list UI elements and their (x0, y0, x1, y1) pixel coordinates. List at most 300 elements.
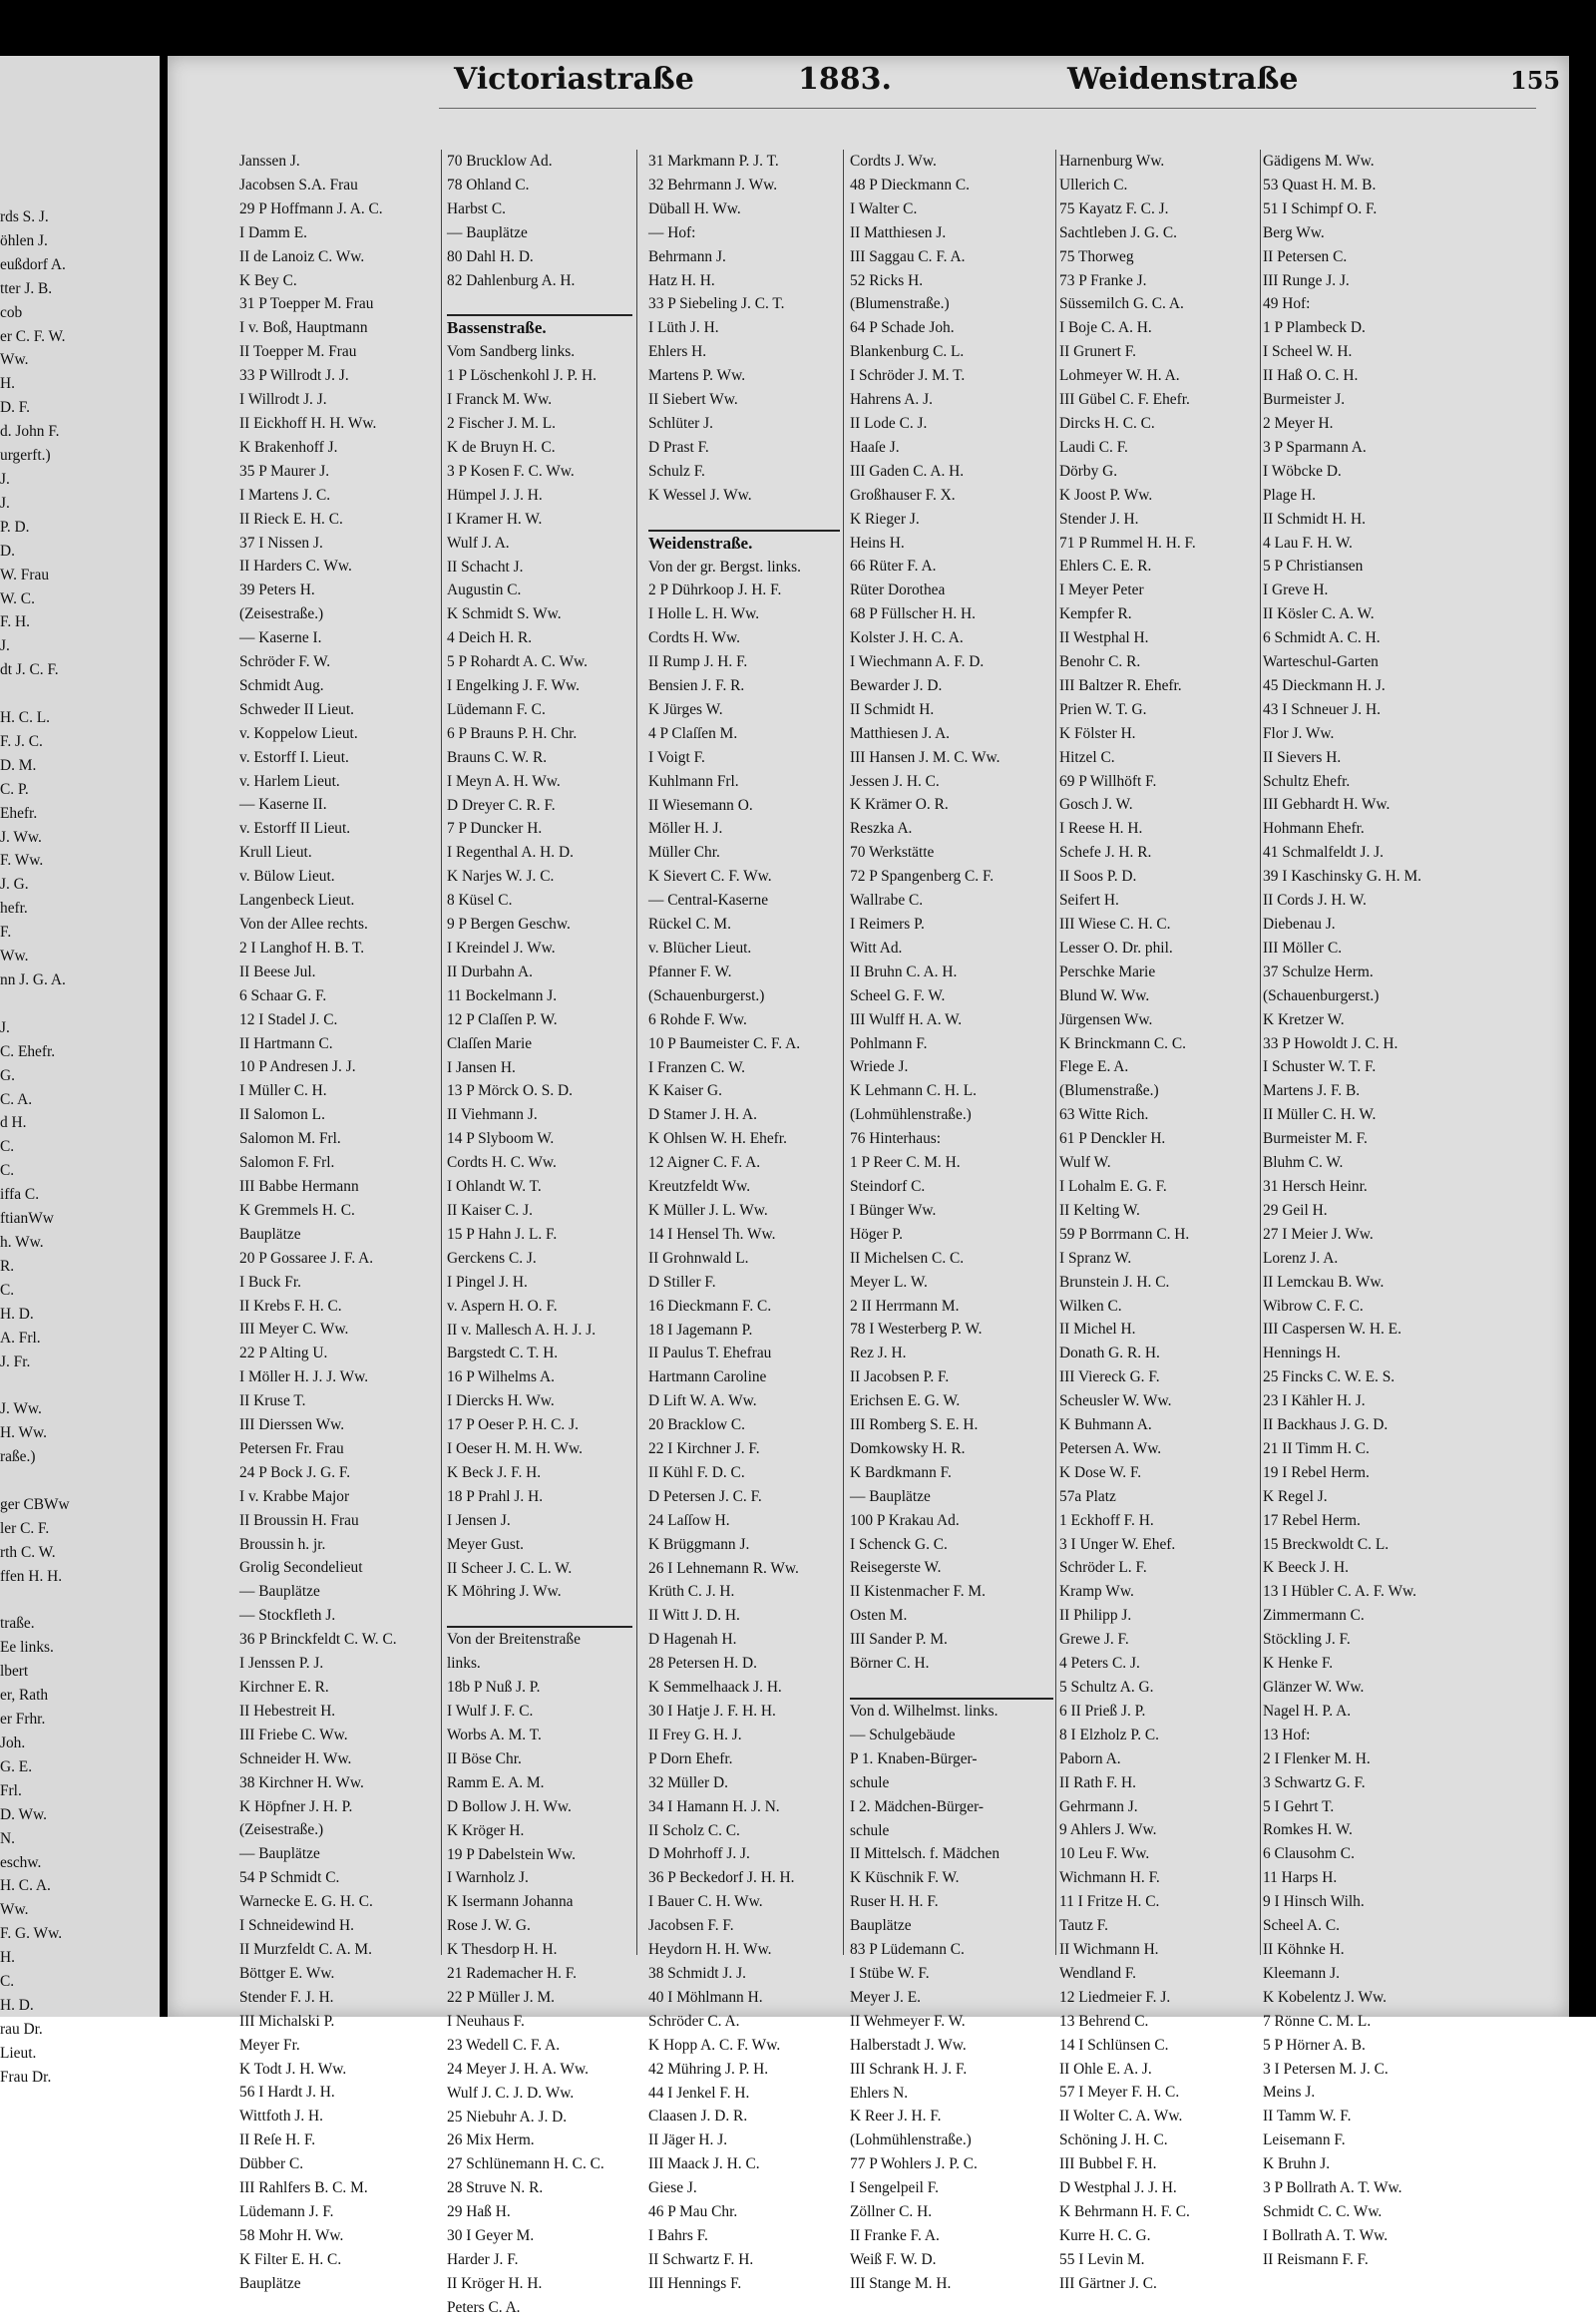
directory-entry: K Lehmann C. H. L. (850, 1082, 977, 1100)
directory-entry: 63 Witte Rich. (1059, 1106, 1149, 1124)
directory-entry: v. Bülow Lieut. (239, 868, 335, 886)
directory-entry: 25 Niebuhr A. J. D. (447, 2108, 568, 2126)
directory-entry: Börner C. H. (850, 1655, 930, 1673)
directory-entry: P 1. Knaben-Bürger- (850, 1749, 978, 1767)
directory-column-2 (447, 150, 632, 2320)
header-rule (439, 108, 1536, 109)
directory-entry: K Behrmann H. F. C. (1059, 2202, 1190, 2220)
directory-entry: K Dose W. F. (1059, 1463, 1142, 1481)
directory-entry: 39 I Kaschinsky G. H. M. (1263, 868, 1422, 886)
directory-entry: 18 I Jagemann P. (648, 1321, 753, 1339)
directory-entry: II Jäger H. J. (648, 2131, 728, 2149)
directory-entry: D Dreyer C. R. F. (447, 796, 556, 814)
directory-entry: Giese J. (648, 2179, 697, 2197)
directory-entry: Plage H. (1263, 486, 1317, 504)
directory-entry: — Central-Kaserne (648, 892, 769, 910)
directory-entry: I Bahrs F. (648, 2226, 708, 2244)
directory-entry: II Rath F. H. (1059, 1773, 1136, 1791)
directory-column-5 (1059, 150, 1257, 2296)
directory-entry: 35 P Maurer J. (239, 462, 330, 480)
directory-entry: 17 P Oeser P. H. C. J. (447, 1416, 579, 1434)
directory-entry: Claſſen Marie (447, 1034, 533, 1052)
previous-page-entry: H. (0, 375, 15, 393)
directory-entry: III Gaden C. A. H. (850, 462, 965, 480)
directory-entry: I Lüth J. H. (648, 319, 719, 337)
directory-entry: K Kobelentz J. Ww. (1263, 1988, 1387, 2006)
directory-entry: (Blumenstraße.) (850, 295, 950, 313)
previous-page-entry: H. C. L. (0, 709, 51, 727)
directory-entry: Perschke Marie (1059, 963, 1156, 980)
directory-entry: Bargstedt C. T. H. (447, 1345, 559, 1362)
directory-entry: K Rieger J. (850, 510, 920, 528)
previous-page-entry: öhlen J. (0, 231, 48, 249)
directory-entry: Flor J. Ww. (1263, 724, 1335, 742)
previous-page-entry: raße.) (0, 1448, 36, 1466)
directory-entry: 61 P Denckler H. (1059, 1130, 1166, 1148)
directory-entry: 34 I Hamann H. J. N. (648, 1797, 780, 1815)
directory-entry: Harnenburg Ww. (1059, 153, 1165, 170)
directory-entry: Tautz F. (1059, 1917, 1108, 1935)
directory-entry: Langenbeck Lieut. (239, 892, 355, 910)
directory-entry: II Müller C. H. W. (1263, 1106, 1377, 1124)
directory-entry: III Rahlfers B. C. M. (239, 2179, 368, 2197)
previous-page-entry: H. D. (0, 1305, 34, 1323)
directory-entry: II Kröger H. H. (447, 2274, 543, 2292)
directory-entry: Martens P. Ww. (648, 367, 746, 385)
directory-entry: Großhauser F. X. (850, 486, 956, 504)
directory-entry: II Schmidt H. H. (1263, 510, 1367, 528)
street-section-heading: Bassenstraße. (447, 318, 547, 338)
directory-entry: II Frey G. H. J. (648, 1726, 742, 1743)
directory-entry: K Todt J. H. Ww. (239, 2060, 347, 2078)
directory-entry: Worbs A. M. T. (447, 1727, 542, 1743)
directory-entry: Grewe J. F. (1059, 1631, 1129, 1649)
previous-page-entry: J. Fr. (0, 1353, 31, 1370)
directory-entry: I Bollrath A. T. Ww. (1263, 2226, 1389, 2244)
directory-entry: I Schenck G. C. (850, 1535, 948, 1553)
directory-entry: Hatz H. H. (648, 271, 715, 289)
directory-entry: II Grunert F. (1059, 343, 1136, 361)
directory-entry: 3 Schwartz G. F. (1263, 1773, 1366, 1791)
directory-entry: Scheel G. F. W. (850, 986, 946, 1004)
directory-entry: 15 Breckwoldt C. L. (1263, 1535, 1390, 1553)
directory-entry: I Ohlandt W. T. (447, 1178, 542, 1196)
directory-entry: I Damm E. (239, 223, 307, 241)
directory-entry: II Durbahn A. (447, 963, 533, 980)
directory-entry: K Kröger H. (447, 1821, 525, 1839)
previous-page-entry: rds S. J. (0, 208, 49, 225)
directory-entry: 6 Schmidt A. C. H. (1263, 629, 1381, 647)
directory-entry: Halberstadt J. Ww. (850, 2036, 967, 2054)
spacer-line (850, 1676, 1053, 1700)
directory-entry: Reszka A. (850, 820, 913, 838)
directory-entry: 31 Markmann P. J. T. (648, 153, 779, 170)
directory-entry: 16 P Wilhelms A. (447, 1368, 555, 1386)
directory-entry: 3 P Sparmann A. (1263, 438, 1367, 456)
directory-entry: 45 Dieckmann H. J. (1263, 676, 1386, 694)
directory-entry: 5 P Hörner A. B. (1263, 2036, 1366, 2054)
directory-entry: 5 P Christiansen (1263, 558, 1364, 576)
directory-entry: D Stamer J. H. A. (648, 1106, 758, 1124)
directory-entry: 3 P Kosen F. C. Ww. (447, 462, 575, 480)
directory-entry: 13 P Mörck O. S. D. (447, 1082, 573, 1100)
directory-entry: II Michel H. (1059, 1321, 1136, 1339)
directory-entry: 1 P Reer C. M. H. (850, 1154, 961, 1172)
directory-entry: Petersen A. Ww. (1059, 1439, 1162, 1457)
previous-page-entry: F. H. (0, 613, 30, 631)
previous-page-entry: C. A. (0, 1090, 33, 1108)
directory-entry: K Kaiser G. (648, 1082, 722, 1100)
previous-page-entry: tter J. B. (0, 279, 53, 297)
directory-entry: 17 Rebel Herm. (1263, 1511, 1361, 1529)
directory-entry: Bewarder J. D. (850, 676, 943, 694)
directory-entry: (Zeisestraße.) (239, 605, 324, 623)
directory-entry: 5 Schultz A. G. (1059, 1679, 1154, 1696)
directory-entry: I Meyer Peter (1059, 581, 1144, 599)
previous-page-entry: Frau Dr. (0, 2068, 52, 2086)
directory-entry: Scheusler W. Ww. (1059, 1392, 1172, 1410)
directory-entry: Warteschul-Garten (1263, 653, 1379, 671)
directory-entry: 13 Behrend C. (1059, 2012, 1149, 2030)
directory-entry: 19 P Dabelstein Ww. (447, 1845, 576, 1863)
directory-entry: Wichmann H. F. (1059, 1869, 1160, 1887)
directory-entry: K Buhmann A. (1059, 1416, 1152, 1434)
directory-entry: Lüdemann F. C. (447, 700, 546, 718)
previous-page-entry: iffa C. (0, 1186, 40, 1204)
directory-entry: II Wiesemann O. (648, 796, 753, 814)
previous-page-entry: Frl. (0, 1781, 22, 1799)
directory-entry: Diebenau J. (1263, 916, 1336, 933)
directory-entry: Wilken C. (1059, 1297, 1122, 1315)
previous-page-entry: F. Ww. (0, 852, 44, 870)
directory-entry: Rez J. H. (850, 1345, 907, 1362)
directory-entry: I Bünger Ww. (850, 1201, 937, 1219)
directory-entry: 12 Aigner C. F. A. (648, 1154, 761, 1172)
directory-entry: Claasen J. D. R. (648, 2108, 748, 2126)
directory-entry: 4 Deich H. R. (447, 629, 533, 647)
previous-page-entry: dt J. C. F. (0, 661, 59, 679)
directory-entry: 28 Petersen H. D. (648, 1655, 757, 1673)
directory-entry: K Kretzer W. (1263, 1010, 1345, 1028)
directory-entry: 13 Hof: (1263, 1726, 1311, 1743)
directory-entry: Witt Ad. (850, 939, 903, 957)
previous-page-entry: hefr. (0, 900, 28, 918)
directory-entry: 39 Peters H. (239, 581, 315, 599)
directory-entry: Osten M. (850, 1607, 908, 1625)
previous-page-entry: C. (0, 1281, 15, 1299)
directory-entry: II Witt J. D. H. (648, 1607, 740, 1625)
directory-entry: 36 P Brinckfeldt C. W. C. (239, 1631, 397, 1649)
directory-entry: II Backhaus J. G. D. (1263, 1416, 1389, 1434)
directory-entry: 64 P Schade Joh. (850, 319, 955, 337)
directory-entry: Burmeister J. (1263, 391, 1346, 409)
directory-entry: II Böse Chr. (447, 1749, 522, 1767)
directory-entry: 16 Dieckmann F. C. (648, 1297, 772, 1315)
directory-entry: II Grohnwald L. (648, 1249, 749, 1267)
directory-entry: I Jansen H. (447, 1058, 516, 1076)
directory-entry: 6 II Prieß J. P. (1059, 1702, 1146, 1720)
directory-entry: D Bollow J. H. Ww. (447, 1797, 572, 1815)
previous-page-entry: ftianWw (0, 1210, 54, 1228)
directory-entry: Bensien J. F. R. (648, 677, 745, 695)
directory-entry: Gehrmann J. (1059, 1797, 1138, 1815)
directory-entry: 12 Liedmeier F. J. (1059, 1988, 1171, 2006)
directory-entry: 3 P Bollrath A. T. Ww. (1263, 2179, 1402, 2197)
directory-entry: 71 P Rummel H. H. F. (1059, 534, 1196, 552)
directory-entry: 2 P Dührkoop J. H. F. (648, 581, 782, 599)
directory-entry: Flege E. A. (1059, 1058, 1129, 1076)
directory-entry: Matthiesen J. A. (850, 724, 951, 742)
directory-entry: 30 I Geyer M. (447, 2227, 535, 2245)
directory-entry: II Jacobsen P. F. (850, 1368, 950, 1386)
directory-entry: 20 P Gossaree J. F. A. (239, 1249, 374, 1267)
previous-page-entry: d H. (0, 1114, 27, 1132)
directory-entry: 80 Dahl H. D. (447, 247, 534, 265)
directory-entry: Grolig Secondelieut (239, 1559, 363, 1577)
directory-entry: I Stübe W. F. (850, 1964, 930, 1982)
directory-entry: II Petersen C. (1263, 247, 1348, 265)
directory-entry: 14 I Schlünsen C. (1059, 2036, 1169, 2054)
directory-entry: Meyer L. W. (850, 1273, 928, 1291)
directory-entry: II Westphal H. (1059, 629, 1149, 647)
directory-entry: Brunstein J. H. C. (1059, 1273, 1170, 1291)
directory-entry: 83 P Lüdemann C. (850, 1941, 965, 1959)
directory-entry: II Schmidt H. (850, 700, 935, 718)
directory-entry: Von der Allee rechts. (239, 916, 368, 933)
directory-column-4 (850, 150, 1053, 2296)
column-divider (1055, 150, 1056, 1955)
directory-entry: I Warnholz J. (447, 1869, 529, 1887)
directory-entry: I Willrodt J. J. (239, 391, 327, 409)
directory-entry: Wulf W. (1059, 1154, 1111, 1172)
directory-entry: Meyer Gust. (447, 1535, 524, 1553)
directory-entry: 24 Laſſow H. (648, 1511, 730, 1529)
spacer-line (447, 1604, 632, 1628)
directory-entry: I Wöbcke D. (1263, 462, 1342, 480)
street-section-heading: Weidenstraße. (648, 533, 753, 553)
previous-page-entry: Ww. (0, 948, 29, 966)
directory-entry: Wulf J. C. J. D. Ww. (447, 2084, 575, 2102)
directory-entry: 51 I Schimpf O. F. (1263, 199, 1378, 217)
directory-entry: Schmidt Aug. (239, 676, 324, 694)
directory-entry: II Wichmann H. (1059, 1940, 1159, 1958)
directory-entry: I Pingel J. H. (447, 1273, 528, 1291)
directory-entry: II Franke F. A. (850, 2226, 940, 2244)
directory-entry: III Wiese C. H. C. (1059, 916, 1171, 933)
directory-entry: 7 Rönne C. M. L. (1263, 2012, 1372, 2030)
directory-entry: III Schrank H. J. F. (850, 2060, 968, 2078)
directory-entry: II Kistenmacher F. M. (850, 1583, 986, 1601)
column-divider (843, 150, 844, 1955)
directory-entry: 59 P Borrmann C. H. (1059, 1225, 1190, 1243)
directory-entry: 28 Struve N. R. (447, 2179, 544, 2197)
directory-entry: I Lohalm E. G. F. (1059, 1177, 1167, 1195)
directory-entry: Hitzel C. (1059, 748, 1115, 766)
directory-entry: Sachtleben J. G. C. (1059, 223, 1177, 241)
directory-entry: K Jürges W. (648, 700, 723, 718)
directory-entry: II Philipp J. (1059, 1607, 1132, 1625)
directory-entry: Süssemilch G. C. A. (1059, 295, 1184, 313)
directory-entry: III Saggau C. F. A. (850, 247, 966, 265)
directory-entry: III Hansen J. M. C. Ww. (850, 748, 1000, 766)
directory-entry: Schultz Ehefr. (1263, 772, 1351, 790)
directory-entry: I Franzen C. W. (648, 1058, 746, 1076)
directory-entry: K Joost P. Ww. (1059, 486, 1153, 504)
previous-page-entry (0, 1469, 82, 1493)
directory-entry: Müller Chr. (648, 844, 720, 862)
directory-entry: Schweder II Lieut. (239, 700, 354, 718)
directory-entry: (Schauenburgerst.) (1263, 986, 1380, 1004)
directory-entry: Petersen Fr. Frau (239, 1439, 344, 1457)
directory-entry: 70 Brucklow Ad. (447, 153, 553, 170)
directory-entry: II Broussin H. Frau (239, 1511, 359, 1529)
directory-entry: Stöckling J. F. (1263, 1631, 1351, 1649)
previous-page-entry: rau Dr. (0, 2020, 43, 2038)
directory-entry: III Möller C. (1263, 939, 1343, 957)
directory-entry: K Bey C. (239, 271, 297, 289)
previous-page-entry: Ehefr. (0, 804, 38, 822)
directory-entry: D Lift W. A. Ww. (648, 1392, 757, 1410)
directory-entry: D Prast F. (648, 438, 709, 456)
directory-entry: K Bruhn J. (1263, 2155, 1331, 2173)
directory-entry: II Salomon L. (239, 1106, 325, 1124)
directory-entry: III Baltzer R. Ehefr. (1059, 676, 1182, 694)
directory-entry: II Cords J. H. W. (1263, 892, 1367, 910)
previous-page-entry: ler C. F. (0, 1519, 50, 1537)
directory-entry: 23 I Kähler H. J. (1263, 1392, 1366, 1410)
previous-page-entry: H. D. (0, 1996, 34, 2014)
previous-page-entry: urgerft.) (0, 447, 51, 465)
directory-entry: 6 Clausohm C. (1263, 1845, 1355, 1863)
previous-page-entry: J. G. (0, 876, 29, 894)
directory-entry: 3 I Petersen M. J. C. (1263, 2060, 1389, 2078)
directory-entry: 8 Küsel C. (447, 892, 513, 910)
directory-entry: I Regenthal A. H. D. (447, 844, 574, 862)
directory-entry: — Bauplätze (447, 223, 528, 241)
directory-entry: K de Bruyn H. C. (447, 438, 556, 456)
directory-entry: 19 I Rebel Herm. (1263, 1463, 1370, 1481)
directory-entry: v. Harlem Lieut. (239, 772, 340, 790)
directory-entry: Schneider H. Ww. (239, 1749, 352, 1767)
directory-entry: Hohmann Ehefr. (1263, 820, 1365, 838)
directory-entry: Böttger E. Ww. (239, 1964, 335, 1982)
previous-page-entry: er C. F. W. (0, 327, 66, 345)
directory-entry: 6 P Brauns P. H. Chr. (447, 724, 578, 742)
directory-entry: II Kühl F. D. C. (648, 1463, 745, 1481)
directory-entry: 10 P Andresen J. J. (239, 1058, 356, 1076)
previous-page-entry: J. Ww. (0, 828, 42, 846)
column-divider (1260, 150, 1261, 1955)
previous-page-entry: G. E. (0, 1757, 33, 1775)
directory-entry: III Gärtner J. C. (1059, 2274, 1157, 2292)
directory-entry: 6 Schaar G. F. (239, 986, 327, 1004)
directory-entry: K Schmidt S. Ww. (447, 605, 562, 623)
directory-entry: Hartmann Caroline (648, 1368, 767, 1386)
directory-entry: 75 Thorweg (1059, 247, 1134, 265)
directory-entry: I 2. Mädchen-Bürger- (850, 1797, 985, 1815)
directory-entry: 10 P Baumeister C. F. A. (648, 1034, 801, 1052)
directory-entry: v. Blücher Lieut. (648, 940, 752, 957)
directory-entry: Wittfoth J. H. (239, 2108, 324, 2126)
directory-entry: II Ohle E. A. J. (1059, 2060, 1152, 2078)
directory-entry: (Zeisestraße.) (239, 1821, 324, 1839)
directory-entry: 78 Ohland C. (447, 176, 530, 193)
previous-page-entry: G. (0, 1066, 15, 1084)
directory-entry: Bauplätze (850, 1917, 912, 1935)
directory-entry: 58 Mohr H. Ww. (239, 2226, 344, 2244)
directory-entry: Donath G. R. H. (1059, 1345, 1160, 1362)
directory-entry: Augustin C. (447, 581, 522, 599)
directory-entry: Schmidt C. C. Ww. (1263, 2202, 1383, 2220)
directory-entry: II Scholz C. C. (648, 1821, 740, 1839)
directory-entry: Wendland F. (1059, 1964, 1137, 1982)
directory-entry: 14 I Hensel Th. Ww. (648, 1225, 776, 1243)
directory-entry: 6 Rohde F. Ww. (648, 1010, 747, 1028)
header-left-street: Victoriastraße (454, 62, 694, 97)
directory-entry: P Dorn Ehefr. (648, 1749, 733, 1767)
header-year: 1883. (798, 62, 892, 97)
previous-page-entry: C. (0, 1973, 15, 1991)
directory-entry: III Friebe C. Ww. (239, 1726, 348, 1743)
directory-entry: 20 Bracklow C. (648, 1416, 746, 1434)
directory-entry: I Kramer H. W. (447, 510, 543, 528)
directory-entry: Schöning J. H. C. (1059, 2131, 1168, 2149)
directory-entry: III Dierssen Ww. (239, 1416, 345, 1434)
column-divider (636, 150, 637, 1955)
directory-entry: Schröder C. A. (648, 2012, 740, 2030)
directory-entry: Schlüter J. (648, 414, 713, 432)
directory-entry: (Schauenburgerst.) (648, 986, 765, 1004)
directory-entry: — Kaserne I. (239, 629, 322, 647)
directory-entry: Romkes H. W. (1263, 1821, 1353, 1839)
previous-page-entry: J. (0, 1018, 10, 1036)
directory-entry: Bauplätze (239, 1225, 301, 1243)
directory-entry: 9 Ahlers J. Ww. (1059, 1821, 1157, 1839)
directory-entry: 29 P Hoffmann J. A. C. (239, 199, 383, 217)
directory-entry: Wulf J. A. (447, 534, 510, 552)
directory-entry: I Schuster W. T. F. (1263, 1058, 1377, 1076)
directory-entry: 57 I Meyer F. H. C. (1059, 2084, 1180, 2102)
previous-page-entry: J. (0, 637, 10, 655)
spacer-line (648, 508, 840, 532)
directory-entry: II Kelting W. (1059, 1201, 1140, 1219)
directory-entry: I Walter C. (850, 199, 918, 217)
directory-entry: I Holle L. H. Ww. (648, 605, 760, 623)
directory-entry: 73 P Franke J. (1059, 271, 1147, 289)
previous-page-entry: d. John F. (0, 423, 60, 441)
directory-entry: I Schneidewind H. (239, 1917, 354, 1935)
directory-entry: 37 Schulze Herm. (1263, 963, 1374, 980)
directory-entry: III Caspersen W. H. E. (1263, 1321, 1401, 1339)
previous-page-entry: H. (0, 1949, 15, 1967)
directory-entry: Meyer J. E. (850, 1988, 921, 2006)
previous-page-entry: Lieut. (0, 2044, 37, 2062)
previous-page-entry: Ww. (0, 351, 29, 369)
directory-entry: 29 Haß H. (447, 2203, 511, 2221)
directory-entry: 22 I Kirchner J. F. (648, 1440, 760, 1458)
directory-entry: Leisemann F. (1263, 2131, 1346, 2149)
directory-entry: 32 Müller D. (648, 1773, 728, 1791)
directory-entry: Jacobsen S.A. Frau (239, 176, 358, 193)
directory-entry: 5 I Gehrt T. (1263, 1797, 1335, 1815)
directory-entry: 26 I Lehnemann R. Ww. (648, 1559, 799, 1577)
previous-page-entry: er, Rath (0, 1687, 49, 1705)
directory-entry: 52 Ricks H. (850, 271, 924, 289)
directory-entry: 31 Hersch Heinr. (1263, 1177, 1368, 1195)
previous-page-entry: H. Ww. (0, 1424, 48, 1442)
directory-entry: D Petersen J. C. F. (648, 1487, 762, 1505)
directory-entry: 24 P Bock J. G. F. (239, 1463, 351, 1481)
